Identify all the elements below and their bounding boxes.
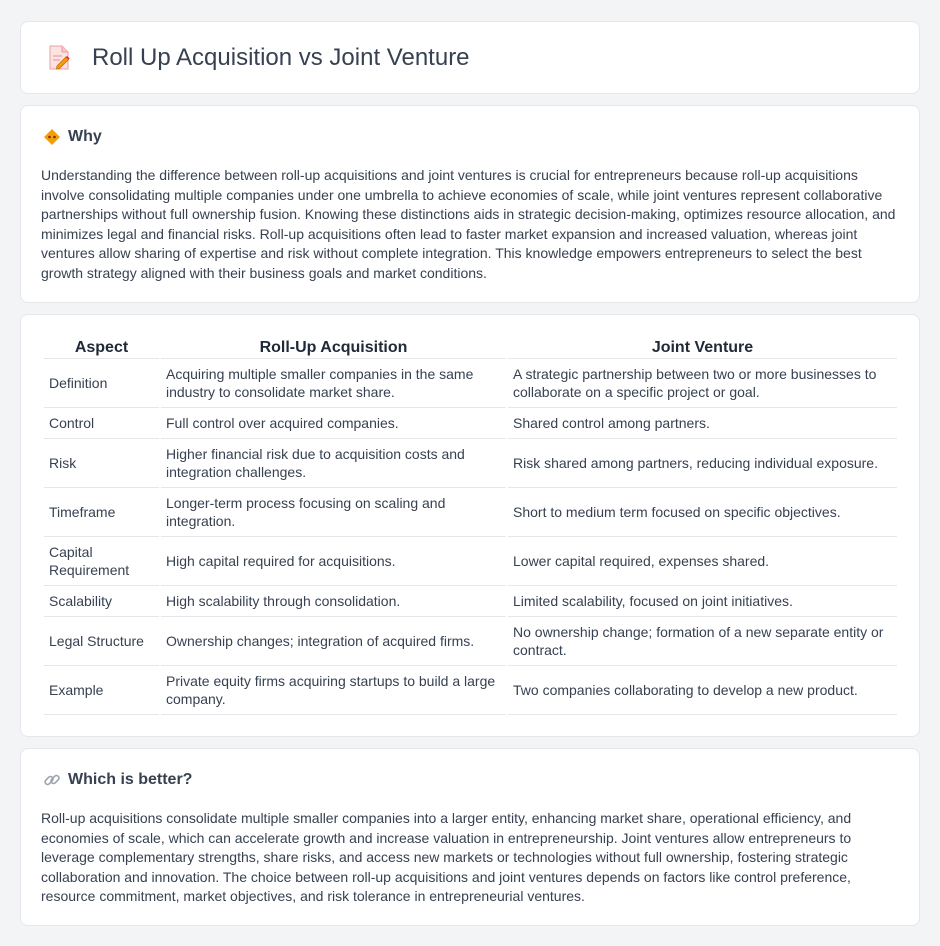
joint-venture-cell: Two companies collaborating to develop a new product.	[508, 666, 897, 715]
table-row	[44, 617, 897, 666]
table-row	[44, 666, 897, 715]
table-row	[44, 537, 897, 586]
aspect-cell: Control	[44, 408, 159, 439]
comparison-card	[20, 314, 920, 737]
table-row	[44, 439, 897, 488]
which-better-card	[20, 748, 920, 926]
roll-up-cell: Higher financial risk due to acquisition costs and integration challenges.	[161, 439, 506, 488]
page-title: Roll Up Acquisition vs Joint Venture	[92, 44, 470, 71]
joint-venture-cell: Shared control among partners.	[508, 408, 897, 439]
document-edit-icon	[47, 44, 71, 72]
table-row	[44, 586, 897, 617]
why-header	[43, 128, 102, 146]
header-roll-up: Roll-Up Acquisition	[161, 335, 506, 359]
why-text: Understanding the difference between roll-up acquisitions and joint ventures is crucial for entrepreneurs because roll-up acquisitions involve consolidating multiple companies under one umbrella to achieve economies of scale, while joint ventures represent collaborative partnerships without full ownership fusion. Knowing these distinctions aids in strategic decision-making, optimizes resource allocation, and minimizes legal and financial risks. Roll-up acquisitions often lead to faster market expansion and increased valuation, whereas joint ventures allow sharing of expertise and risk without complete integration. This knowledge empowers entrepreneurs to select the best growth strategy aligned with their business goals and market conditions.	[41, 167, 896, 281]
aspect-cell: Definition	[44, 359, 159, 408]
title-row	[47, 44, 470, 72]
aspect-cell: Timeframe	[44, 488, 159, 537]
joint-venture-cell: Lower capital required, expenses shared.	[508, 537, 897, 586]
table-row	[44, 359, 897, 408]
roll-up-cell: High capital required for acquisitions.	[161, 537, 506, 586]
table-row	[44, 408, 897, 439]
link-icon	[43, 771, 61, 789]
why-card	[20, 105, 920, 303]
comparison-table	[42, 335, 899, 715]
header-joint-venture: Joint Venture	[508, 335, 897, 359]
roll-up-cell: Full control over acquired companies.	[161, 408, 506, 439]
joint-venture-cell: Limited scalability, focused on joint initiatives.	[508, 586, 897, 617]
joint-venture-cell: A strategic partnership between two or more businesses to collaborate on a specific project or goal.	[508, 359, 897, 408]
aspect-cell: Legal Structure	[44, 617, 159, 666]
roll-up-cell: Private equity firms acquiring startups to build a large company.	[161, 666, 506, 715]
diamond-warning-icon	[43, 128, 61, 146]
roll-up-cell: Longer-term process focusing on scaling and integration.	[161, 488, 506, 537]
joint-venture-cell: No ownership change; formation of a new separate entity or contract.	[508, 617, 897, 666]
table-row	[44, 488, 897, 537]
joint-venture-cell: Risk shared among partners, reducing individual exposure.	[508, 439, 897, 488]
better-text: Roll-up acquisitions consolidate multiple smaller companies into a larger entity, enhancing market share, operational efficiency, and economies of scale, which can accelerate growth and increase valuation in entrepreneurship. Joint ventures allow entrepreneurs to leverage complementary strengths, share risks, and access new markets or technologies without full ownership, fostering strategic collaboration and innovation. The choice between roll-up acquisitions and joint ventures depends on factors like control preference, resource commitment, market objectives, and risk tolerance in entrepreneurial ventures.	[41, 810, 852, 905]
better-heading: Which is better?	[68, 771, 193, 788]
why-heading: Why	[68, 128, 102, 145]
aspect-cell: Capital Requirement	[44, 537, 159, 586]
better-header	[43, 771, 192, 789]
title-card	[20, 21, 920, 94]
table-header-row	[44, 335, 897, 359]
header-aspect: Aspect	[44, 335, 159, 359]
roll-up-cell: Acquiring multiple smaller companies in the same industry to consolidate market share.	[161, 359, 506, 408]
roll-up-cell: Ownership changes; integration of acquired firms.	[161, 617, 506, 666]
aspect-cell: Risk	[44, 439, 159, 488]
aspect-cell: Scalability	[44, 586, 159, 617]
aspect-cell: Example	[44, 666, 159, 715]
joint-venture-cell: Short to medium term focused on specific objectives.	[508, 488, 897, 537]
roll-up-cell: High scalability through consolidation.	[161, 586, 506, 617]
